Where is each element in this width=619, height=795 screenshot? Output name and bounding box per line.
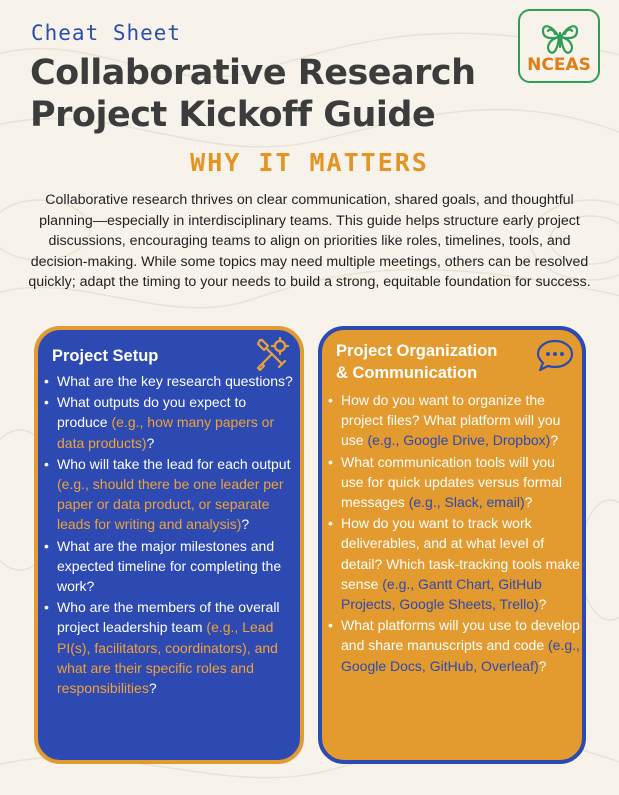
question-example: (e.g., should there be one leader per paper or data product, or separate leads for writing and analysis)	[57, 476, 284, 533]
question-text: What are the major milestones and expected timeline for completing the work?	[57, 537, 282, 595]
project-organization-heading	[336, 340, 497, 384]
question-tail: ?	[538, 596, 547, 613]
question-item	[42, 392, 296, 453]
logo-text: NCEAS	[527, 55, 591, 75]
organization-heading-line-2: & Communication	[336, 364, 478, 382]
question-text: What platforms will you use to develop and share manuscripts and code	[341, 617, 580, 654]
project-setup-heading: Project Setup	[52, 347, 159, 365]
question-item	[326, 513, 580, 614]
title-line-1: Collaborative Research	[30, 53, 476, 93]
page-title	[30, 52, 550, 136]
question-item	[42, 597, 296, 698]
wrench-gear-icon	[252, 334, 292, 374]
question-tail: ?	[538, 657, 547, 674]
question-example: (e.g., Lead PI(s), facilitators, coordinators), and what are their specific roles and responsibilities	[57, 619, 278, 697]
intro-paragraph: Collaborative research thrives on clear communication, shared goals, and thoughtful planning—especially in interdisciplinary teams. This guide helps structure early project discussions, encouraging teams to align on priorities like roles, timelines, tools, and decision-making. While some topics may need multiple meetings, others can be resolved quickly; adapt the timing to your needs to build a strong, equitable foundation for success.	[28, 192, 591, 290]
question-tail: ?	[148, 680, 157, 697]
question-example: (e.g., Gantt Chart, GitHub Projects, Google Sheets, Trello)	[341, 575, 542, 613]
project-organization-card	[318, 326, 586, 764]
question-item	[326, 452, 580, 513]
question-example: (e.g., Google Docs, GitHub, Overleaf)	[341, 637, 580, 674]
question-tail: ?	[524, 494, 533, 511]
chat-bubble-icon	[535, 338, 575, 374]
question-item	[42, 371, 296, 391]
question-text: How do you want to track work deliverables, and at what level of detail? Which task-tracking tools make sense	[341, 515, 580, 592]
question-item	[42, 454, 296, 535]
project-setup-card	[34, 326, 304, 764]
butterfly-icon	[540, 17, 580, 57]
subtitle: Cheat Sheet	[31, 21, 182, 45]
project-setup-questions	[42, 371, 296, 699]
why-it-matters-heading: WHY IT MATTERS	[190, 148, 429, 177]
question-example: (e.g., Google Drive, Dropbox)	[367, 432, 551, 449]
title-line-2: Project Kickoff Guide	[30, 95, 436, 135]
question-item	[326, 615, 580, 676]
organization-heading-line-1: Project Organization	[336, 342, 498, 360]
question-example: (e.g., Slack, email)	[408, 494, 525, 511]
question-example: (e.g., how many papers or data products)	[57, 414, 275, 451]
question-tail: ?	[241, 516, 250, 533]
question-text: What outputs do you expect to produce	[57, 394, 247, 431]
question-text: What communication tools will you use for quick updates versus formal messages	[341, 453, 562, 511]
question-item	[42, 536, 296, 597]
project-organization-questions	[326, 390, 580, 677]
question-text: Who will take the lead for each output	[57, 455, 291, 472]
question-tail: ?	[550, 432, 559, 449]
question-item	[326, 390, 580, 451]
question-tail: ?	[146, 434, 155, 451]
question-text: Who are the members of the overall project leadership team	[57, 599, 280, 636]
nceas-logo	[518, 9, 600, 83]
question-text: What are the key research questions?	[57, 373, 293, 389]
question-text: How do you want to organize the project files? What platform will you use	[341, 392, 561, 449]
